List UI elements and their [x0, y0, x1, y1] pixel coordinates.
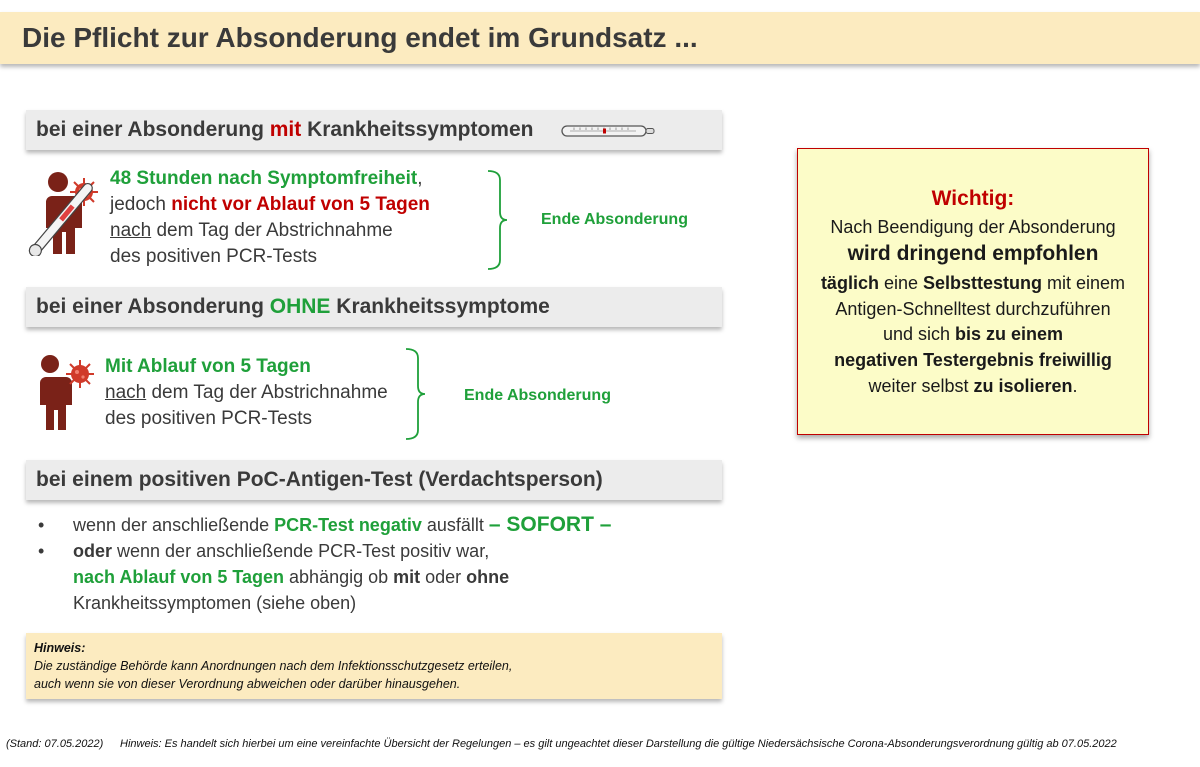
- line-pre: weiter selbst: [868, 376, 974, 396]
- ablauf-text: Mit Ablauf von 5 Tagen: [105, 356, 311, 377]
- rule-ohne-symptome: [105, 354, 388, 432]
- line-rest: dem Tag der Abstrichnahme: [151, 220, 393, 241]
- line-tail: ,: [417, 168, 423, 189]
- hinweis-line-2: auch wenn sie von dieser Verordnung abweichen oder darüber hinausgehen.: [34, 677, 461, 691]
- line-rest: mit einem: [1042, 273, 1126, 293]
- wichtig-line-7: [798, 376, 1148, 397]
- wichtig-line-6: negativen Testergebnis freiwillig: [834, 350, 1112, 370]
- header-highlight-mit: mit: [269, 118, 302, 141]
- ablauf-text: nach Ablauf von 5 Tagen: [73, 567, 285, 587]
- wichtig-box: [797, 148, 1149, 435]
- section-header-poc-antigen: [26, 460, 722, 500]
- hinweis-content: [34, 639, 512, 693]
- section-header-ohne-symptome: [26, 287, 722, 327]
- virus-icon: [66, 360, 94, 388]
- page-title: Die Pflicht zur Absonderung endet im Grundsatz ...: [22, 22, 698, 53]
- bullet-text: [73, 564, 509, 590]
- wichtig-line-5: [798, 324, 1148, 345]
- hinweis-label: Hinweis:: [34, 641, 86, 655]
- bullet-text: [73, 512, 611, 538]
- rule-line-3: [110, 218, 430, 244]
- line-pre: jedoch: [110, 194, 172, 215]
- header-text-pre: bei einer Absonderung: [36, 295, 270, 318]
- rule-mit-symptomen: [110, 166, 430, 270]
- oder-word: oder: [420, 567, 467, 587]
- rule-line-2: [110, 192, 430, 218]
- taeglich-text: täglich: [820, 273, 879, 293]
- sick-person-with-thermometer-icon: [22, 168, 106, 256]
- bis-zu-einem-text: bis zu einem: [955, 324, 1064, 344]
- bullet-dot: •: [38, 541, 45, 561]
- rule-line-4: des positiven PCR-Tests: [110, 246, 317, 267]
- nicht-vor-text: nicht vor Ablauf von 5 Tagen: [171, 194, 430, 215]
- ohne-text: ohne: [466, 567, 510, 587]
- zu-isolieren-text: zu isolieren: [973, 376, 1073, 396]
- wichtig-line-4: Antigen-Schnelltest durchzuführen: [835, 299, 1111, 319]
- bullet-text: [73, 538, 489, 564]
- rule-line-1: [105, 354, 388, 380]
- wichtig-line-2: wird dringend empfohlen: [847, 242, 1099, 265]
- sofort-text: – SOFORT –: [488, 513, 612, 536]
- ende-absonderung-label-2: Ende Absonderung: [464, 387, 611, 404]
- bullet-rest: wenn der anschließende PCR-Test positiv war,: [112, 541, 490, 561]
- title-bar: [0, 12, 1200, 64]
- thermometer-icon: [560, 122, 656, 140]
- line-mid: eine: [878, 273, 923, 293]
- bullet-mid: ausfällt: [421, 515, 489, 535]
- wichtig-line-1: Nach Beendigung der Absonderung: [830, 217, 1116, 237]
- nach-text: nach: [110, 220, 152, 241]
- line-rest: dem Tag der Abstrichnahme: [146, 382, 388, 403]
- wichtig-title: Wichtig:: [931, 187, 1015, 210]
- nach-text: nach: [105, 382, 147, 403]
- mit-text: mit: [393, 567, 421, 587]
- hinweis-box: [26, 633, 722, 699]
- section-header-text: [36, 295, 550, 319]
- section-header-mit-symptomen: [26, 110, 722, 150]
- line-pre: und sich: [882, 324, 955, 344]
- bullet-pre: wenn der anschließende: [73, 515, 275, 535]
- wichtig-line-3: [798, 273, 1148, 294]
- ende-absonderung-label-1: Ende Absonderung: [541, 211, 688, 228]
- section-header-text: bei einem positiven PoC-Antigen-Test (Verdachtsperson): [36, 468, 603, 491]
- hinweis-line-1: Die zuständige Behörde kann Anordnungen nach dem Infektionsschutzgesetz erteilen,: [34, 659, 513, 673]
- sick-person-icon: [28, 352, 100, 432]
- pcr-negativ-text: PCR-Test negativ: [274, 515, 422, 535]
- oder-text: oder: [73, 541, 113, 561]
- curly-brace-icon: [404, 348, 426, 440]
- section-header-text: [36, 118, 533, 142]
- header-text-post: Krankheitssymptomen: [301, 118, 534, 141]
- symptomfreiheit-text: 48 Stunden nach Symptomfreiheit: [110, 168, 418, 189]
- header-text-post: Krankheitssymptome: [330, 295, 550, 318]
- line-post: .: [1072, 376, 1078, 396]
- bullet-mid: abhängig ob: [284, 567, 394, 587]
- header-text-pre: bei einer Absonderung: [36, 118, 270, 141]
- rule-line-1: [110, 166, 430, 192]
- header-highlight-ohne: OHNE: [269, 295, 331, 318]
- bullet-text: Krankheitssymptomen (siehe oben): [73, 593, 357, 613]
- rule-line-3: des positiven PCR-Tests: [105, 408, 312, 429]
- footer-stand: (Stand: 07.05.2022): [6, 738, 104, 750]
- footer-note: Hinweis: Es handelt sich hierbei um eine vereinfachte Übersicht der Regelungen – es gilt ungeachtet dieser Darstellung die gültige Niedersächsische Corona-Absonderungsverordnung gültig ab 07.05.2022: [120, 738, 1117, 750]
- rule-line-2: [105, 380, 388, 406]
- bullet-dot: •: [38, 515, 45, 535]
- curly-brace-icon: [486, 170, 508, 270]
- selbsttestung-text: Selbsttestung: [923, 273, 1043, 293]
